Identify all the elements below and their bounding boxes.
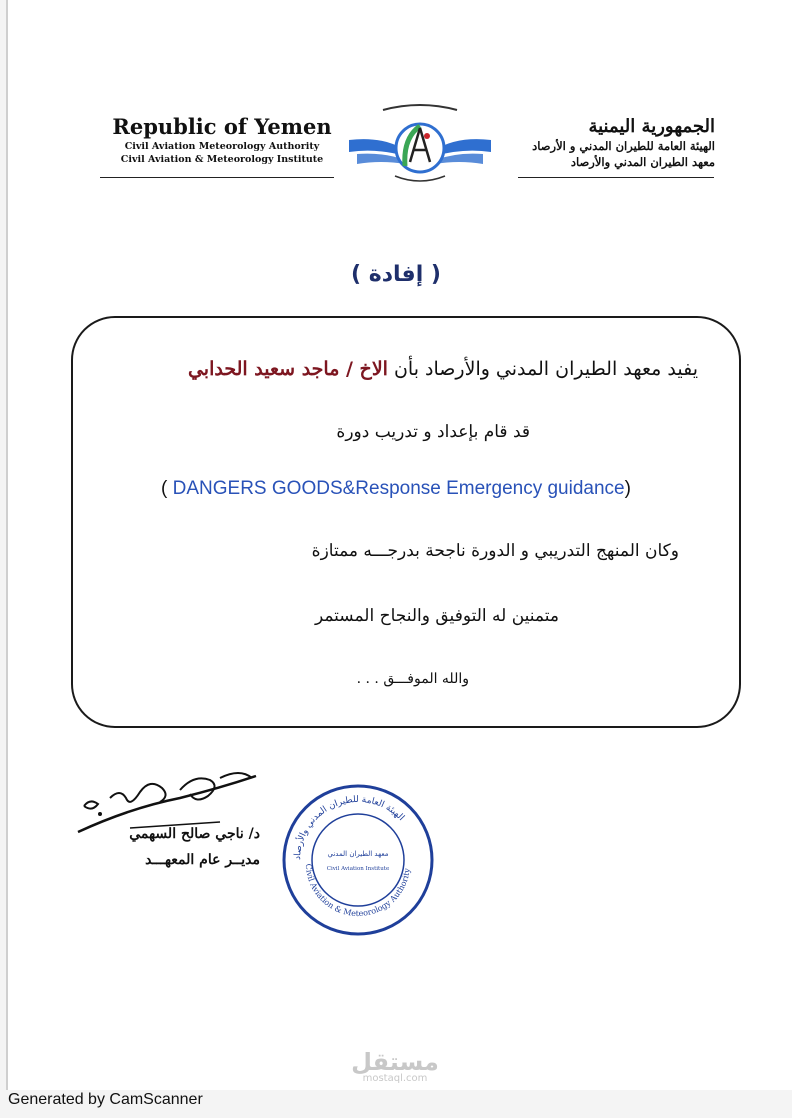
course-open-paren: ( xyxy=(161,478,173,499)
header-ar-authority: الهيئة العامة للطيران المدني و الأرصاد xyxy=(532,139,715,153)
institute-logo-icon xyxy=(343,96,497,192)
watermark xyxy=(345,1048,445,1084)
header-en-authority: Civil Aviation Meteorology Authority xyxy=(124,141,320,152)
stamp-center-en: Civil Aviation Institute xyxy=(326,866,390,872)
body-line-1 xyxy=(188,358,698,380)
header-english xyxy=(102,114,342,165)
body-line-1-text: يفيد معهد الطيران المدني والأرصاد بأن xyxy=(387,358,698,380)
header-divider-left xyxy=(100,177,334,178)
recipient-name: الاخ / ماجد سعيد الحدابي xyxy=(187,358,388,380)
page-edge xyxy=(6,0,8,1090)
signer-name: د/ ناجي صالح السهمي xyxy=(129,826,260,842)
header-en-country: Republic of Yemen xyxy=(112,114,332,139)
official-stamp-icon xyxy=(278,780,438,940)
scanner-footer: Generated by CamScanner xyxy=(8,1091,203,1108)
header-ar-country: الجمهورية اليمنية xyxy=(588,116,715,137)
course-close-paren: ) xyxy=(624,478,631,499)
body-line-4: وكان المنهج التدريبي و الدورة ناجحة بدرجـــه ممتازة xyxy=(311,541,679,561)
stamp-ar-text: الهيئة العامة للطيران المدني والأرصاد xyxy=(292,794,406,861)
body-line-2: قد قام بإعداد و تدريب دورة xyxy=(336,422,530,442)
stamp-center-ar: معهد الطيران المدني xyxy=(327,850,389,858)
header-en-institute: Civil Aviation & Meteorology Institute xyxy=(120,154,324,165)
body-line-5: متمنين له التوفيق والنجاح المستمر xyxy=(314,606,559,626)
header-divider-right xyxy=(518,177,714,178)
body-line-6: والله الموفـــق . . . xyxy=(356,671,469,687)
signer-role: مديــر عام المعهـــد xyxy=(145,852,260,868)
signer-block xyxy=(70,826,260,868)
course-name: DANGERS GOODS&Response Emergency guidance xyxy=(172,478,625,499)
document-title: ( إفادة ) xyxy=(351,262,441,287)
course-line xyxy=(0,478,792,500)
watermark-ar: مستقل xyxy=(351,1048,439,1076)
header-ar-institute: معهد الطيران المدني والأرصاد xyxy=(570,155,715,169)
header-arabic xyxy=(505,116,715,169)
watermark-en: mostaql.com xyxy=(362,1073,428,1084)
stamp-en-text: Civil Aviation & Meteorology Authority xyxy=(303,863,412,919)
